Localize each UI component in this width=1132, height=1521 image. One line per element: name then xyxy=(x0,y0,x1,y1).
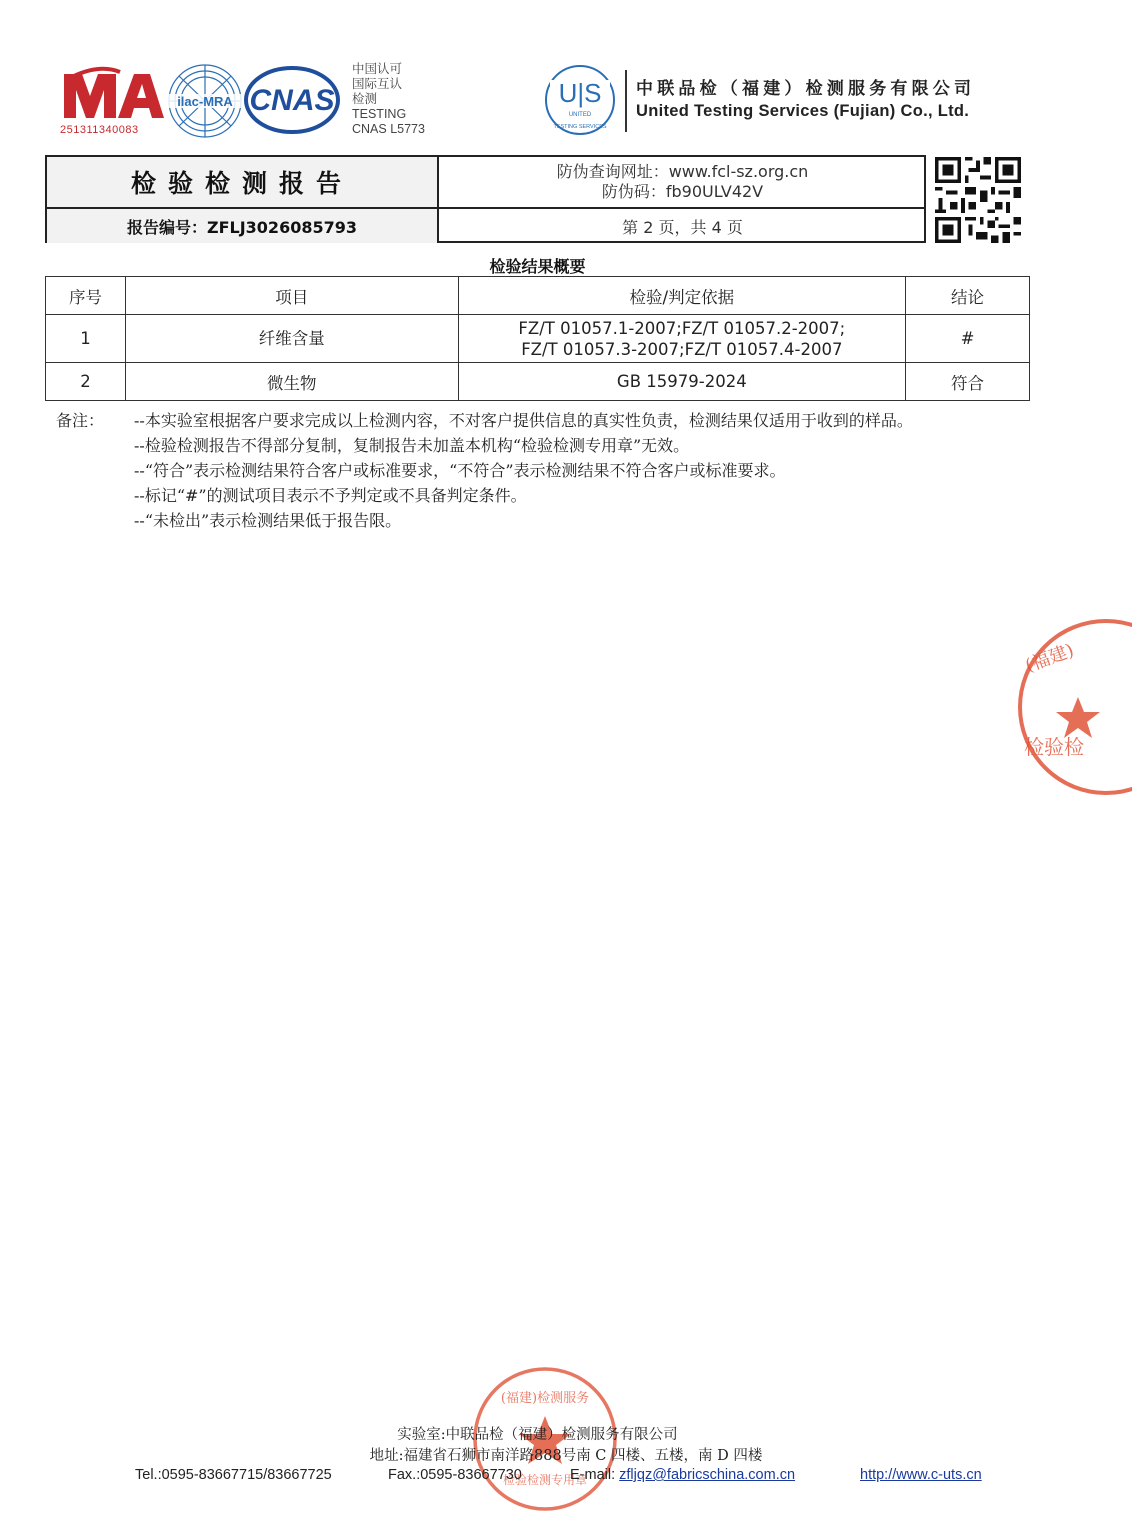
svg-text:(福建): (福建) xyxy=(1022,639,1077,677)
notes-list xyxy=(134,408,1024,533)
row-number: 2 xyxy=(46,363,126,401)
svg-text:U|S: U|S xyxy=(558,78,602,108)
svg-text:检验检测专用章: 检验检测专用章 xyxy=(502,1473,588,1487)
svg-text:检验检: 检验检 xyxy=(1024,735,1084,759)
company-name-en: United Testing Services (Fujian) Co., Ltd. xyxy=(636,102,970,120)
email-link[interactable]: zfljqz@fabricschina.com.cn xyxy=(619,1467,796,1483)
anti-fake-info xyxy=(439,157,926,209)
anti-fake-code: 防伪码：fb90ULV42V xyxy=(601,182,764,201)
note-item: --本实验室根据客户要求完成以上检测内容，不对客户提供信息的真实性负责，检测结果仅适用于收到的样品。 xyxy=(134,411,913,430)
footer-website xyxy=(860,1467,982,1483)
cnas-logo xyxy=(244,66,340,134)
cnas-text-line: CNAS L5773 xyxy=(352,122,425,136)
report-title-box xyxy=(45,155,926,243)
footer-email xyxy=(570,1467,795,1483)
row-number: 1 xyxy=(46,315,126,363)
report-title: 检验检测报告 xyxy=(47,157,439,209)
footer-lab: 实验室:中联品检（福建）检测服务有限公司 xyxy=(397,1427,678,1443)
logo-divider xyxy=(625,70,627,132)
email-label: E-mail: xyxy=(570,1467,620,1483)
anti-fake-url: 防伪查询网址：www.fcl-sz.org.cn xyxy=(556,162,809,181)
website-link[interactable]: http://www.c-uts.cn xyxy=(860,1467,982,1483)
note-item: --“未检出”表示检测结果低于报告限。 xyxy=(134,511,402,530)
row-result: 符合 xyxy=(906,363,1030,401)
summary-title-text: 检验结果概要 xyxy=(489,257,586,276)
table-header-row xyxy=(46,277,1030,315)
svg-text:UNITED: UNITED xyxy=(568,112,592,118)
row-basis: GB 15979-2024 xyxy=(458,363,906,401)
footer-address: 地址:福建省石狮市南洋路888号南 C 四楼、五楼，南 D 四楼 xyxy=(369,1448,763,1464)
qr-code[interactable] xyxy=(932,157,1024,243)
cma-logo xyxy=(60,66,164,126)
summary-title xyxy=(45,254,1030,277)
column-header: 项目 xyxy=(125,277,458,315)
cma-certificate-number: 251311340083 xyxy=(60,124,139,136)
company-name-cn: 中联品检（福建）检测服务有限公司 xyxy=(636,79,976,99)
row-item: 纤维含量 xyxy=(125,315,458,363)
column-header: 序号 xyxy=(46,277,126,315)
notes-label: 备注： xyxy=(56,411,105,430)
svg-text:CNAS: CNAS xyxy=(249,84,335,117)
footer-tel: Tel.:0595-83667715/83667725 xyxy=(135,1467,332,1483)
table-row xyxy=(46,315,1030,363)
cnas-text-line: 国际互认 xyxy=(352,77,403,91)
basis-line: FZ/T 01057.3-2007;FZ/T 01057.4-2007 xyxy=(521,339,843,359)
cnas-text-line: 中国认可 xyxy=(352,62,403,76)
column-header: 检验/判定依据 xyxy=(458,277,906,315)
page-info: 第 2 页，共 4 页 xyxy=(622,217,743,237)
note-item: --标记“#”的测试项目表示不予判定或不具备判定条件。 xyxy=(134,486,527,505)
ilac-mra-logo xyxy=(164,62,246,140)
footer-fax: Fax.:0595-83667730 xyxy=(388,1467,522,1483)
row-basis xyxy=(458,315,906,363)
note-item: --“符合”表示检测结果符合客户或标准要求，“不符合”表示检测结果不符合客户或标准要求。 xyxy=(134,461,786,480)
table-row xyxy=(46,363,1030,401)
svg-text:ilac-MRA: ilac-MRA xyxy=(177,94,233,109)
svg-text:(福建)检测服务: (福建)检测服务 xyxy=(500,1391,590,1406)
cnas-text-line: 检测 xyxy=(352,92,378,106)
row-item: 微生物 xyxy=(125,363,458,401)
cnas-text-line: TESTING xyxy=(352,107,407,121)
cnas-accreditation-text xyxy=(352,62,425,137)
basis-line: FZ/T 01057.1-2007;FZ/T 01057.2-2007; xyxy=(518,318,846,338)
column-header: 结论 xyxy=(906,277,1030,315)
row-result: # xyxy=(906,315,1030,363)
results-table xyxy=(45,276,1030,401)
svg-text:TESTING SERVICES: TESTING SERVICES xyxy=(553,124,607,130)
uts-logo xyxy=(540,62,620,138)
official-seal-partial xyxy=(1014,612,1104,802)
report-number: 报告编号：ZFLJ3026085793 xyxy=(47,209,439,243)
note-item: --检验检测报告不得部分复制，复制报告未加盖本机构“检验检测专用章”无效。 xyxy=(134,436,690,455)
